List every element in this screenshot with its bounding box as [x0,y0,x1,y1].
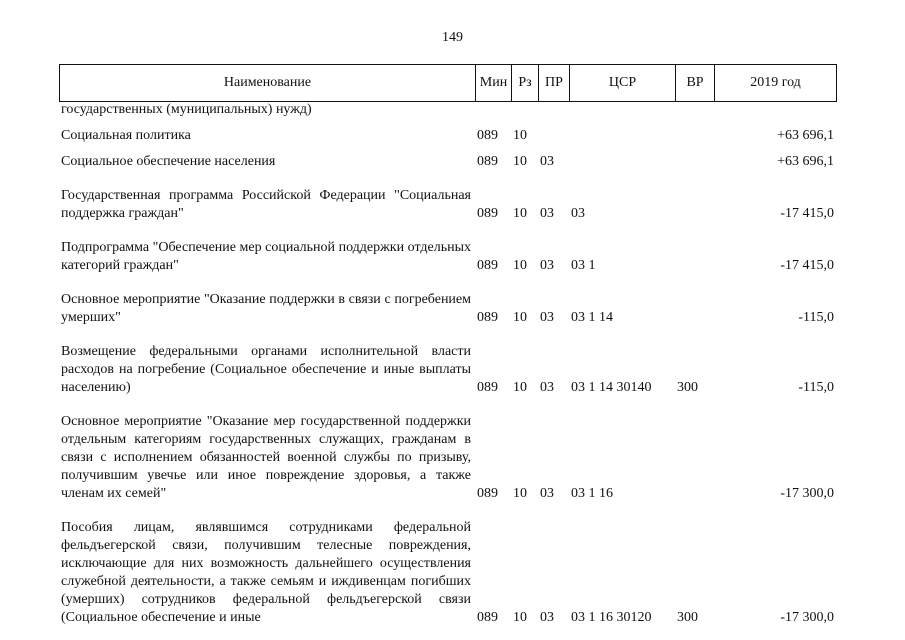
header-csr: ЦСР [570,65,676,102]
row-name: Социальное обеспечение населения [61,154,276,169]
table-row [59,127,836,145]
row-amount: -17 415,0 [780,206,834,221]
row-vr [675,413,714,503]
row-pr: 03 [540,154,554,169]
header-row [60,65,837,102]
row-min: 089 [477,128,498,143]
row-name: Государственная программа Российской Федерации "Социальная поддержка граждан" [61,188,471,221]
row-rz: 10 [513,154,527,169]
row-csr: 03 1 16 30120 [571,610,652,625]
row-rz: 10 [513,258,527,273]
row-amount: -115,0 [798,310,834,325]
row-csr: 03 1 [571,258,596,273]
continuation-text: государственных (муниципальных) нужд) [61,102,312,117]
row-csr: 03 1 14 [571,310,613,325]
row-pr: 03 [540,310,554,325]
row-min: 089 [477,206,498,221]
row-min: 089 [477,154,498,169]
header-rz: Рз [512,65,539,102]
row-min: 089 [477,258,498,273]
row-vr: 300 [677,380,698,395]
row-csr: 03 1 14 30140 [571,380,652,395]
header-vr: ВР [676,65,715,102]
row-amount: -115,0 [798,380,834,395]
row-pr: 03 [540,258,554,273]
row-rz: 10 [513,310,527,325]
table-row [59,187,836,223]
budget-table [59,101,836,627]
row-rz: 10 [513,206,527,221]
table-row [59,413,836,503]
page-number: 149 [442,30,463,45]
row-amount: -17 415,0 [780,258,834,273]
row-min: 089 [477,486,498,501]
row-name: Основное мероприятие "Оказание поддержки в связи с погребением умерших" [61,292,471,325]
header-pr: ПР [539,65,570,102]
row-csr [569,127,675,145]
row-vr [675,153,714,171]
row-name: Основное мероприятие "Оказание мер государственной поддержки отдельным категориям государственных служащих, гражданам в связи с исполнением обязанностей военной службы по призыву, получившим увечье или иное повреждение здоровья, а также членам их семей" [61,414,471,501]
row-pr: 03 [540,486,554,501]
row-vr [675,239,714,275]
table-row [59,239,836,275]
row-name: Подпрограмма "Обеспечение мер социальной поддержки отдельных категорий граждан" [61,240,471,273]
row-vr: 300 [677,610,698,625]
row-min: 089 [477,380,498,395]
row-pr: 03 [540,206,554,221]
row-pr: 03 [540,380,554,395]
table-row [59,343,836,397]
header-name: Наименование [60,65,476,102]
row-vr [675,187,714,223]
row-vr [675,291,714,327]
row-amount: +63 696,1 [777,154,834,169]
table-header [59,64,837,102]
row-min: 089 [477,310,498,325]
continuation-row [59,101,836,119]
row-amount: +63 696,1 [777,128,834,143]
table-row [59,153,836,171]
row-amount: -17 300,0 [780,486,834,501]
row-name: Социальная политика [61,128,191,143]
table-row [59,291,836,327]
table-row [59,519,836,627]
row-rz: 10 [513,128,527,143]
row-rz: 10 [513,486,527,501]
row-pr: 03 [540,610,554,625]
header-year: 2019 год [715,65,837,102]
row-name: Пособия лицам, являвшимся сотрудниками федеральной фельдъегерской связи, получившим телесные повреждения, исключающие для них возможность дальнейшего осуществления служебной деятельности, а также семьям и иждивенцам погибших (умерших) сотрудников федеральной фельдъегерской связи (Социальное обеспечение и иные [61,520,471,625]
row-vr [675,127,714,145]
row-rz: 10 [513,380,527,395]
row-csr: 03 [571,206,585,221]
row-csr: 03 1 16 [571,486,613,501]
row-amount: -17 300,0 [780,610,834,625]
row-min: 089 [477,610,498,625]
row-csr [569,153,675,171]
row-name: Возмещение федеральными органами исполнительной власти расходов на погребение (Социальное обеспечение и иные выплаты населению) [61,344,471,395]
row-rz: 10 [513,610,527,625]
row-pr [538,127,569,145]
header-min: Мин [476,65,512,102]
